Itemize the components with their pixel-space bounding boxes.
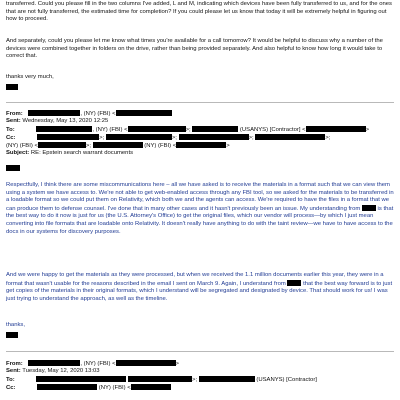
cc-line	[6, 384, 171, 393]
cc-text: >;	[248, 135, 254, 141]
redaction-bar	[6, 332, 18, 338]
redaction-bar	[255, 134, 325, 140]
body-paragraph: And we were happy to get the materials as they were processed, but when we received the 1.1 million documents earlier this year, they were in a format that wasn't usable for the reasons described in the email I sent on March 9. Again, I understand from that the best way forward is to just get copies of the materials in their original formats, which I understand will be segregated and designated by device. That should work for us! I was just trying to understand the approach, as well as the timeline.	[6, 272, 393, 302]
sent-line	[6, 368, 100, 376]
signoff: thanks very much,	[6, 74, 54, 80]
subject-value: RE: Epstein search warrant documents	[30, 150, 134, 156]
redaction-bar	[128, 376, 192, 382]
cc-text: (NY) (FBI) <	[144, 143, 177, 149]
from-label: From:	[6, 361, 23, 367]
redaction-bar	[37, 384, 97, 390]
from-text: , (NY) (FBI) <	[80, 361, 116, 367]
redaction-bar	[37, 134, 99, 140]
cc-label: Cc:	[6, 135, 16, 141]
sent-value: Tuesday, May 12, 2020 13:03	[22, 368, 100, 374]
redaction-bar	[38, 142, 86, 148]
redaction-bar	[192, 126, 238, 132]
subject-line	[6, 150, 133, 158]
redaction-bar	[362, 205, 376, 211]
redacted-greeting	[6, 165, 20, 174]
redaction-bar	[36, 126, 92, 132]
cc-text: (NY) (FBI) <	[6, 143, 38, 149]
to-text: >;	[185, 127, 191, 133]
redaction-bar	[28, 110, 80, 116]
redaction-bar	[6, 165, 20, 171]
body-paragraph: Respectfully, I think there are some miscommunications here – all we have asked is to receive the materials in a format such that we can view them using a system we have access to. We're not able to get web-enabled access through any FBI tool, so we asked for the materials to be transferred in a loadable format so we could put them on Relativity, which both we and the agents can access. We're required to have the files in a format that we can produce them to defense counsel. I've done that in many other cases and it hasn't previously been an issue. My understanding from is that the best way to do it now is just for us (the U.S. Attorney's Office) to get the original files, which our vendor will process—by which I just mean converting into file formats that are loadable onto Relativity. It doesn't really have anything to do with the taint review—we have to have access to the docs in our systems for discovery purposes.	[6, 182, 394, 235]
redaction-bar	[128, 126, 186, 132]
redaction-bar	[116, 110, 172, 116]
redaction-bar	[93, 142, 143, 148]
cc-text: >	[226, 143, 230, 149]
signature	[6, 84, 18, 93]
subject-label: Subject:	[6, 150, 30, 156]
redaction-bar	[306, 126, 366, 132]
cc-text: (NY) (FBI) <	[98, 385, 131, 391]
divider	[6, 351, 394, 352]
redaction-bar	[287, 280, 301, 286]
from-label: From:	[6, 111, 23, 117]
redaction-bar	[131, 384, 171, 390]
to-text: (USANYS) [Contractor]	[256, 377, 317, 383]
redaction-bar	[106, 134, 172, 140]
redaction-bar	[199, 376, 255, 382]
to-text: (USANYS) [Contractor] <	[239, 127, 306, 133]
signature	[6, 332, 18, 341]
from-text: , (NY) (FBI) <	[80, 111, 116, 117]
cc-label: Cc:	[6, 385, 16, 391]
from-text: >	[175, 361, 179, 367]
signoff: thanks,	[6, 322, 25, 328]
redaction-bar	[36, 376, 126, 382]
sent-value: Wednesday, May 13, 2020 12:25	[22, 118, 109, 124]
redaction-bar	[179, 134, 249, 140]
cc-text: >;	[99, 135, 105, 141]
cc-text: >;	[171, 135, 177, 141]
divider	[6, 102, 394, 103]
to-text: >	[365, 127, 370, 133]
to-text: >;	[192, 377, 198, 383]
to-label: To:	[6, 377, 15, 383]
redaction-bar	[6, 84, 18, 90]
cc-text: >;	[85, 143, 91, 149]
body-paragraph: transferred. Could you please fill in the two columns I've added, L and M, indicating which devices have been fully transferred to us, and for the ones that are not fully transferred, the estimated time for completion? If you could please let us know that today it will be extremely helpful in figuring out how to proceed.	[6, 1, 392, 23]
to-label: To:	[6, 127, 15, 133]
sent-label: Sent:	[6, 368, 21, 374]
cc-text: >;	[325, 135, 331, 141]
sent-line	[6, 118, 108, 126]
redaction-bar	[28, 360, 80, 366]
sent-label: Sent:	[6, 118, 21, 124]
redaction-bar	[176, 142, 226, 148]
body-paragraph: And separately, could you please let me know what times you're available for a call tomorrow? It would be helpful to discuss why a number of the devices were combined together in folders on the drive, rather than being provided separately. And also helpful to know how long it would take to correct that.	[6, 38, 383, 60]
to-text: , (NY) (FBI) <	[92, 127, 128, 133]
redaction-bar	[116, 360, 176, 366]
